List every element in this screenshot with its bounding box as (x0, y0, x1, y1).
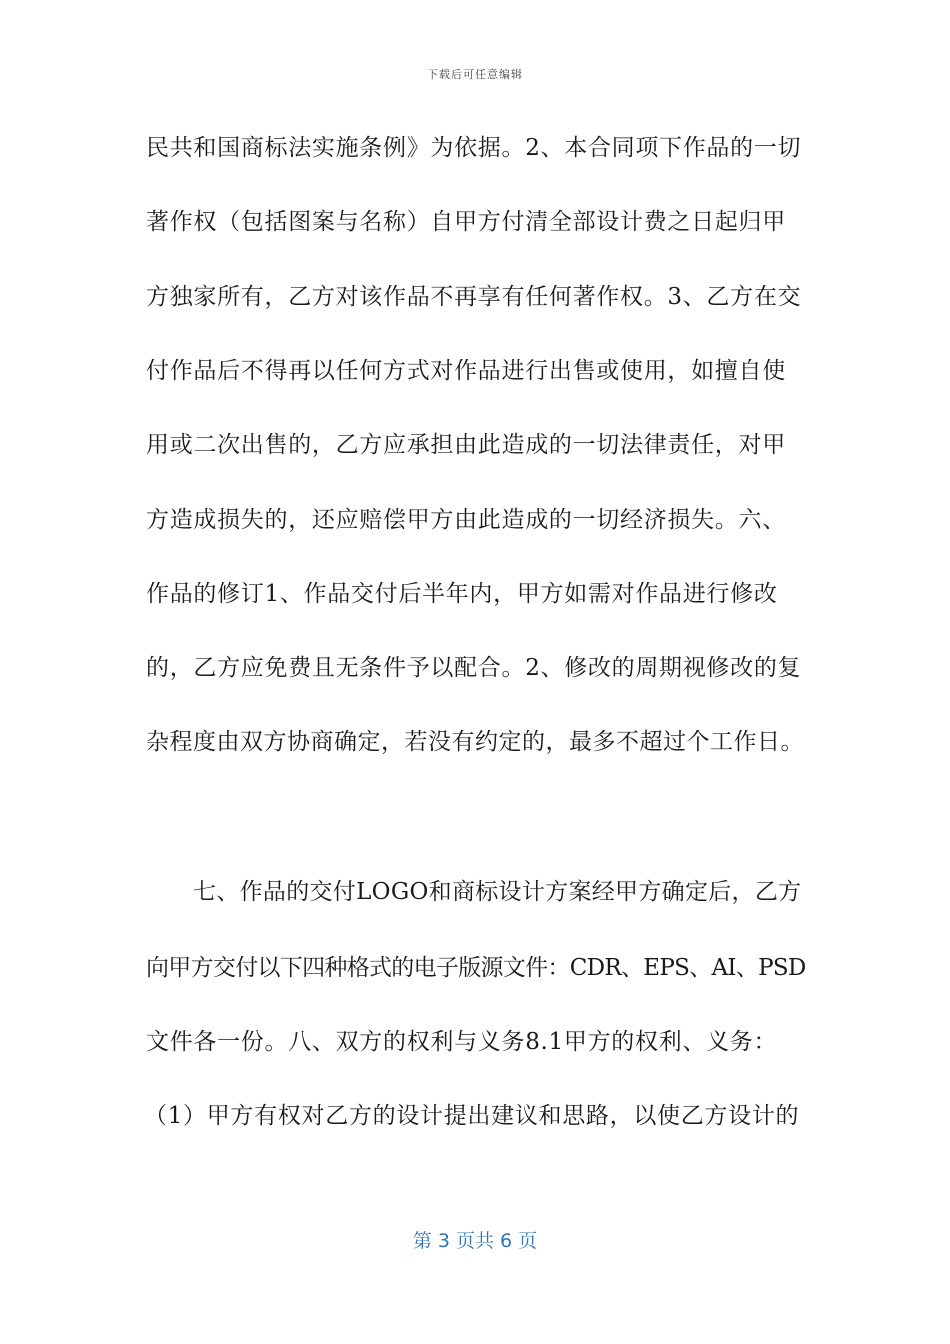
paragraph-line: 的，乙方应免费且无条件予以配合。2、修改的周期视修改的复 (146, 655, 802, 681)
page-footer: 第 3 页共 6 页 (412, 1230, 538, 1252)
page-header: 下载后可任意编辑 (427, 68, 523, 81)
paragraph-line: 向甲方交付以下四种格式的电子版源文件：CDR、EPS、AI、PSD (146, 955, 806, 981)
paragraph-line: （1）甲方有权对乙方的设计提出建议和思路，以使乙方设计的 (144, 1103, 800, 1129)
paragraph-line: 杂程度由双方协商确定，若没有约定的，最多不超过个工作日。 (146, 729, 804, 755)
paragraph-line: 著作权（包括图案与名称）自甲方付清全部设计费之日起归甲 (146, 209, 786, 235)
paragraph-line: 文件各一份。八、双方的权利与义务8.1甲方的权利、义务： (146, 1029, 778, 1055)
paragraph-line: 方造成损失的，还应赔偿甲方由此造成的一切经济损失。六、 (146, 507, 786, 533)
paragraph-line: 方独家所有，乙方对该作品不再享有任何著作权。3、乙方在交 (146, 284, 802, 310)
paragraph-line: 用或二次出售的，乙方应承担由此造成的一切法律责任，对甲 (146, 432, 786, 458)
paragraph-line: 作品的修订1、作品交付后半年内，甲方如需对作品进行修改 (146, 581, 778, 607)
paragraph-line: 付作品后不得再以任何方式对作品进行出售或使用，如擅自使 (146, 358, 786, 384)
paragraph-line: 七、作品的交付LOGO和商标设计方案经甲方确定后，乙方 (193, 879, 802, 905)
paragraph-line: 民共和国商标法实施条例》为依据。2、本合同项下作品的一切 (146, 135, 802, 161)
